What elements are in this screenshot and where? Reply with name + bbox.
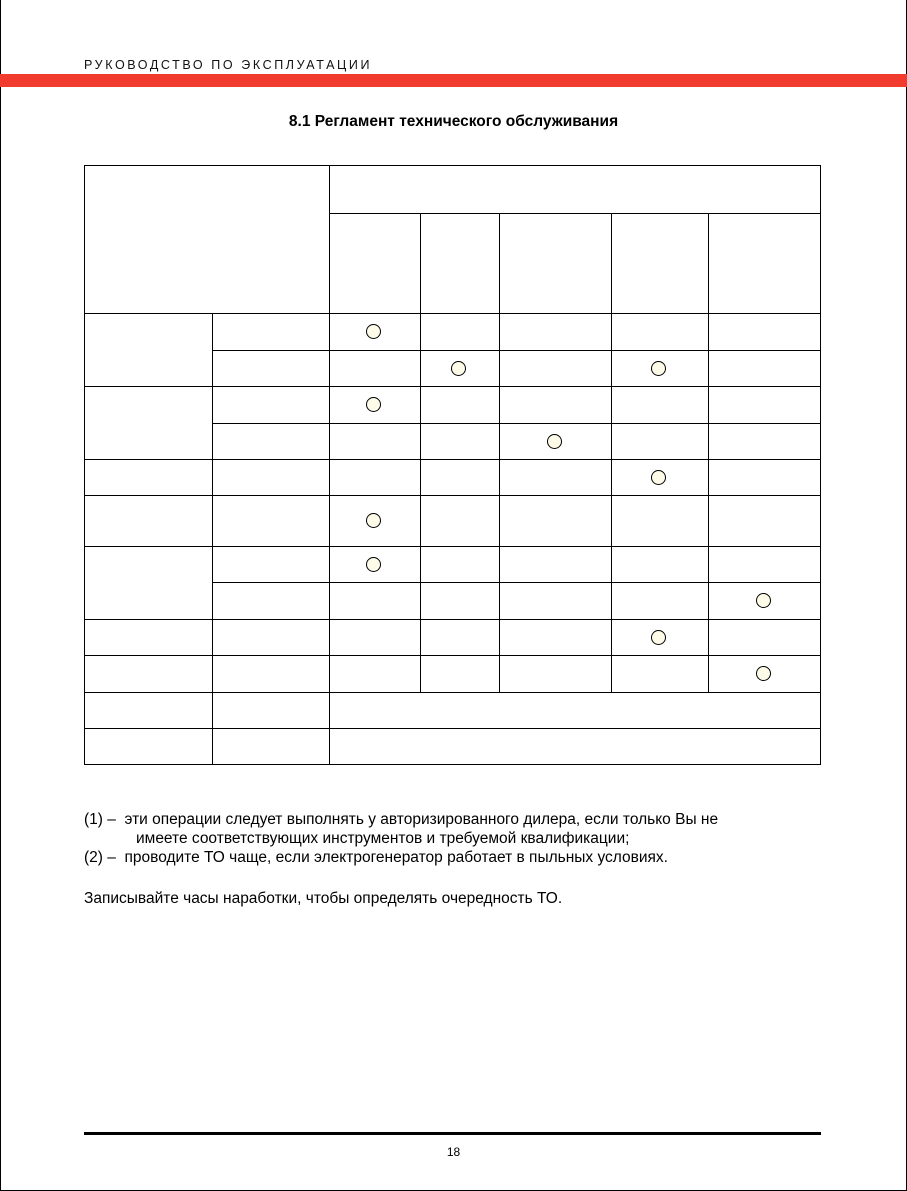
page-number: 18: [446, 1145, 461, 1159]
schedule-mark-circle: [451, 361, 466, 376]
schedule-mark-circle: [366, 397, 381, 412]
page-border-left: [0, 0, 1, 1191]
schedule-mark-circle: [366, 324, 381, 339]
footnote-1-line-2: имеете соответствующих инструментов и требуемой квалификации;: [136, 830, 630, 847]
footer-rule: [84, 1132, 821, 1135]
footnote-1-line-1: эти операции следует выполнять у авторизированного дилера, если только Вы не: [124, 811, 719, 828]
schedule-mark-circle: [366, 513, 381, 528]
footnote-2: [84, 848, 844, 867]
footnote-1: [84, 810, 844, 829]
schedule-mark-circle: [756, 593, 771, 608]
schedule-mark-circle: [651, 630, 666, 645]
schedule-mark-circle: [651, 470, 666, 485]
schedule-mark-circle: [651, 361, 666, 376]
schedule-mark-circle: [366, 557, 381, 572]
running-header: РУКОВОДСТВО ПО ЭКСПЛУАТАЦИИ: [84, 58, 373, 72]
header-red-band: [0, 74, 907, 87]
footnote-2-marker: (2) –: [84, 849, 116, 866]
footnote-1-marker: (1) –: [84, 811, 116, 828]
footnote-2-text: проводите ТО чаще, если электрогенератор работает в пыльных условиях.: [124, 849, 668, 866]
record-hours-note: Записывайте часы наработки, чтобы определять очередность ТО.: [84, 890, 563, 907]
section-title: 8.1 Регламент технического обслуживания: [288, 113, 619, 130]
schedule-mark-circle: [756, 666, 771, 681]
footnotes: [84, 810, 844, 867]
schedule-mark-circle: [547, 434, 562, 449]
